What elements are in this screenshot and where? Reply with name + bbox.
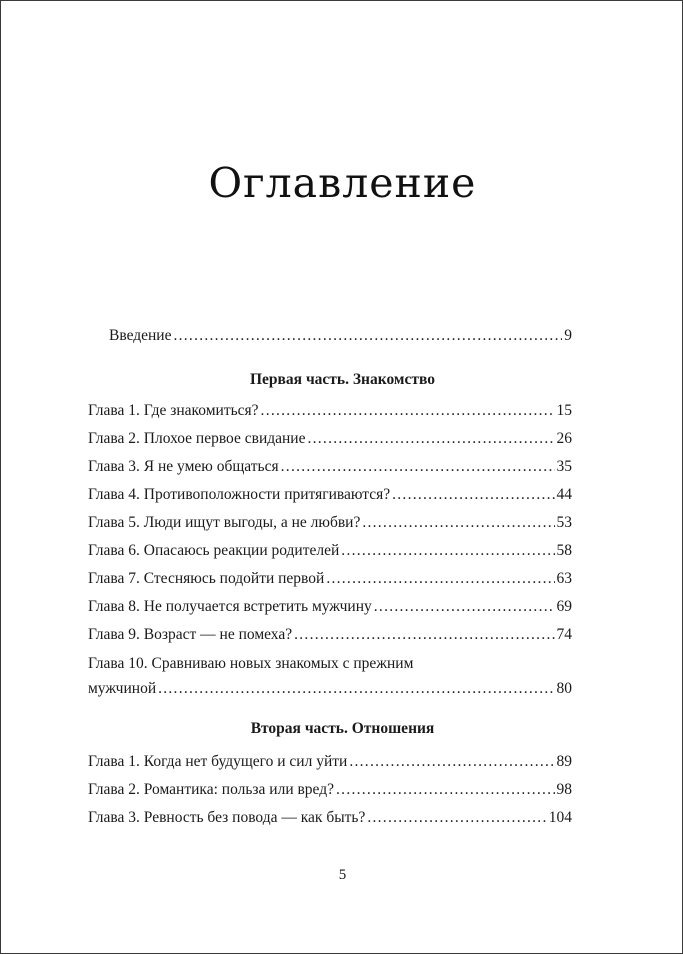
page-title: Оглавление xyxy=(208,159,477,207)
page-number: 5 xyxy=(338,867,347,883)
toc-entry-page: 104 xyxy=(548,809,572,826)
toc-entry-label: Глава 6. Опасаюсь реакции родителей xyxy=(88,542,340,559)
toc-entry-label: Глава 8. Не получается встретить мужчину xyxy=(88,598,372,615)
toc-entry-label: Глава 9. Возраст — не помеха? xyxy=(88,626,293,643)
dot-leader xyxy=(294,625,554,645)
toc-entry xyxy=(88,513,572,533)
toc-entry xyxy=(88,541,572,561)
toc-entry xyxy=(88,780,572,800)
toc-entry xyxy=(88,401,572,421)
toc-entry-page: 9 xyxy=(564,327,572,344)
toc-entry-page: 44 xyxy=(556,486,572,503)
dot-leader xyxy=(349,752,554,772)
toc-entry-page: 26 xyxy=(556,430,572,447)
toc-entry xyxy=(88,597,572,617)
toc-entry-label: Глава 3. Я не умею общаться xyxy=(88,458,279,475)
toc-entry xyxy=(88,625,572,645)
dot-leader xyxy=(261,401,555,421)
toc-entry-label: Глава 7. Стесняюсь подойти первой xyxy=(88,570,325,587)
dot-leader xyxy=(307,429,554,449)
toc-entry-page: 63 xyxy=(556,570,572,587)
toc-entry-page: 98 xyxy=(556,781,572,798)
toc-entry-label: Введение xyxy=(109,327,172,344)
toc-entry-label: Глава 2. Плохое первое свидание xyxy=(88,430,306,447)
toc-entry-page: 35 xyxy=(556,458,572,475)
toc-entry xyxy=(88,485,572,505)
toc-entry-page: 69 xyxy=(556,598,572,615)
toc-entry-page: 15 xyxy=(556,402,572,419)
toc-entry-intro xyxy=(109,326,572,346)
toc-entry-page: 89 xyxy=(556,753,572,770)
dot-leader xyxy=(158,679,554,699)
toc-entry xyxy=(88,808,572,828)
toc-entry-chapter10-line1: Глава 10. Сравниваю новых знакомых с прежним xyxy=(88,655,414,672)
toc-entry-label: Глава 1. Когда нет будущего и сил уйти xyxy=(88,753,348,770)
toc-entry-label: Глава 4. Противоположности притягиваются? xyxy=(88,486,391,503)
dot-leader xyxy=(367,808,546,828)
toc-entry-chapter10 xyxy=(88,679,572,699)
section-heading-part1: Первая часть. Знакомство xyxy=(250,371,435,388)
dot-leader xyxy=(362,513,554,533)
section-heading-part2: Вторая часть. Отношения xyxy=(250,720,435,737)
dot-leader xyxy=(341,541,554,561)
toc-entry-label: Глава 3. Ревность без повода — как быть? xyxy=(88,809,366,826)
dot-leader xyxy=(392,485,554,505)
toc-entry-page: 53 xyxy=(556,514,572,531)
toc-entry-page: 74 xyxy=(556,626,572,643)
toc-entry xyxy=(88,569,572,589)
toc-entry-page: 80 xyxy=(556,680,572,697)
toc-entry xyxy=(88,457,572,477)
toc-entry xyxy=(88,429,572,449)
toc-entry-label: Глава 2. Романтика: польза или вред? xyxy=(88,781,335,798)
toc-entry-label: Глава 5. Люди ищут выгоды, а не любви? xyxy=(88,514,361,531)
dot-leader xyxy=(326,569,554,589)
dot-leader xyxy=(374,597,555,617)
toc-entry-label: мужчиной xyxy=(88,680,157,697)
toc-entry xyxy=(88,752,572,772)
dot-leader xyxy=(336,780,554,800)
toc-entry-label: Глава 1. Где знакомиться? xyxy=(88,402,259,419)
dot-leader xyxy=(281,457,555,477)
toc-entry-page: 58 xyxy=(556,542,572,559)
dot-leader xyxy=(173,326,562,346)
